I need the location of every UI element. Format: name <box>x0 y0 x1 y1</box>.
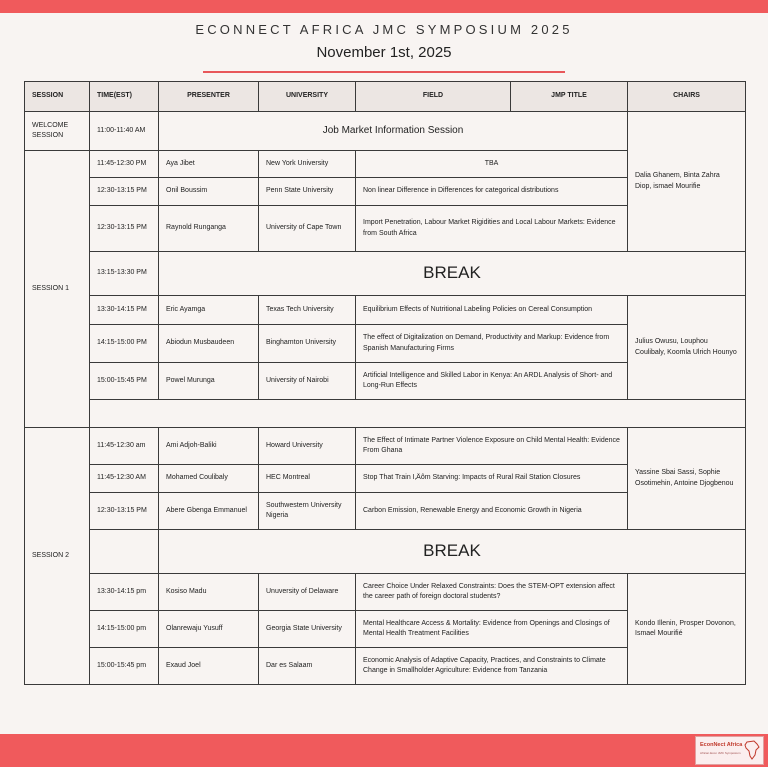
break-time: 13:15-13:30 PM <box>90 252 159 296</box>
break-label: BREAK <box>159 530 746 574</box>
title-cell: Equilibrium Effects of Nutritional Labeling Policies on Cereal Consumption <box>356 296 628 325</box>
university-cell: New York University <box>259 151 356 178</box>
title-cell: Import Penetration, Labour Market Rigidities and Local Labour Markets: Evidence from South Africa <box>356 206 628 252</box>
presenter-cell: Aya Jibet <box>159 151 259 178</box>
presenter-cell: Mohamed Coulibaly <box>159 465 259 493</box>
welcome-time: 11:00-11:40 AM <box>90 112 159 151</box>
presenter-cell: Onil Boussim <box>159 178 259 206</box>
session2-chairs-b: Kondo Illenin, Prosper Dovonon, Ismael Mourifié <box>628 574 746 685</box>
time-cell: 11:45-12:30 PM <box>90 151 159 178</box>
title-cell: Non linear Difference in Differences for categorical distributions <box>356 178 628 206</box>
university-cell: Unuversity of Delaware <box>259 574 356 611</box>
time-cell: 13:30-14:15 PM <box>90 296 159 325</box>
col-header-university: UNIVERSITY <box>259 82 356 112</box>
title-cell: Career Choice Under Relaxed Constraints: Does the STEM-OPT extension affect the career path of foreign doctoral students? <box>356 574 628 611</box>
session2-label: SESSION 2 <box>25 428 90 685</box>
top-accent-bar <box>0 0 768 13</box>
title-cell: TBA <box>356 151 628 178</box>
university-cell: Howard University <box>259 428 356 465</box>
table-header-row <box>25 82 746 112</box>
spacer-row <box>25 400 746 428</box>
break-label: BREAK <box>159 252 746 296</box>
welcome-title: Job Market Information Session <box>159 112 628 151</box>
presenter-cell: Abiodun Musbaudeen <box>159 325 259 363</box>
time-cell: 12:30-13:15 PM <box>90 178 159 206</box>
title-cell: Mental Healthcare Access & Mortality: Evidence from Openings and Closings of Mental Health Treatment Facilities <box>356 611 628 648</box>
time-cell: 11:45-12:30 am <box>90 428 159 465</box>
logo-name: EconNect Africa <box>700 742 743 748</box>
col-header-presenter: PRESENTER <box>159 82 259 112</box>
africa-map-icon <box>744 740 760 760</box>
university-cell: Binghamton University <box>259 325 356 363</box>
university-cell: University of Cape Town <box>259 206 356 252</box>
session1-label: SESSION 1 <box>25 151 90 428</box>
session1-chairs-b: Julius Owusu, Louphou Coulibaly, Koomla Ulrich Hounyo <box>628 296 746 400</box>
col-header-time: TIME(EST) <box>90 82 159 112</box>
time-cell: 14:15-15:00 pm <box>90 611 159 648</box>
title-cell: The effect of Digitalization on Demand, Productivity and Markup: Evidence from Spanish Manufacturing Firms <box>356 325 628 363</box>
page-title: ECONNECT AFRICA JMC SYMPOSIUM 2025 <box>195 22 573 37</box>
university-cell: Penn State University <box>259 178 356 206</box>
event-date: November 1st, 2025 <box>316 44 452 61</box>
spacer-cell <box>90 400 746 428</box>
logo-tagline: African Econ JMC Symposium <box>700 751 741 755</box>
col-header-chairs: CHAIRS <box>628 82 746 112</box>
col-header-jmp-title: JMP TITLE <box>511 82 628 112</box>
title-cell: Artificial Intelligence and Skilled Labor in Kenya: An ARDL Analysis of Short- and Long-Run Effects <box>356 363 628 400</box>
university-cell: Texas Tech University <box>259 296 356 325</box>
time-cell: 11:45-12:30 AM <box>90 465 159 493</box>
time-cell: 12:30-13:15 PM <box>90 206 159 252</box>
time-cell: 13:30-14:15 pm <box>90 574 159 611</box>
time-cell: 15:00-15:45 pm <box>90 648 159 685</box>
session1-chairs-a: Dalia Ghanem, Binta Zahra Diop, ismael Mourifie <box>628 112 746 252</box>
title-cell: Carbon Emission, Renewable Energy and Economic Growth in Nigeria <box>356 493 628 530</box>
university-cell: HEC Montreal <box>259 465 356 493</box>
title-cell: Stop That Train I‚Äôm Starving: Impacts of Rural Rail Station Closures <box>356 465 628 493</box>
econnect-africa-logo <box>695 736 764 765</box>
table-row <box>25 252 746 296</box>
time-cell: 15:00-15:45 PM <box>90 363 159 400</box>
welcome-session-label: WELCOME SESSION <box>25 112 90 151</box>
presenter-cell: Powel Murunga <box>159 363 259 400</box>
table-row <box>25 296 746 325</box>
table-row <box>25 530 746 574</box>
col-header-field: FIELD <box>356 82 511 112</box>
time-cell: 14:15-15:00 PM <box>90 325 159 363</box>
session2-chairs-a: Yassine Sbai Sassi, Sophie Osotimehin, Antoine Djogbenou <box>628 428 746 530</box>
presenter-cell: Raynold Runganga <box>159 206 259 252</box>
title-divider <box>203 71 565 73</box>
table-row <box>25 112 746 151</box>
presenter-cell: Olanrewaju Yusuff <box>159 611 259 648</box>
table-row <box>25 428 746 465</box>
title-cell: The Effect of Intimate Partner Violence Exposure on Child Mental Health: Evidence From Ghana <box>356 428 628 465</box>
presenter-cell: Kosiso Madu <box>159 574 259 611</box>
presenter-cell: Eric Ayamga <box>159 296 259 325</box>
table-row <box>25 574 746 611</box>
presenter-cell: Exaud Joel <box>159 648 259 685</box>
presenter-cell: Abere Gbenga Emmanuel <box>159 493 259 530</box>
col-header-session: SESSION <box>25 82 90 112</box>
schedule-table <box>24 81 746 685</box>
break-time-empty <box>90 530 159 574</box>
presenter-cell: Ami Adjoh-Baliki <box>159 428 259 465</box>
university-cell: Georgia State University <box>259 611 356 648</box>
bottom-accent-bar <box>0 734 768 767</box>
university-cell: Southwestern University Nigeria <box>259 493 356 530</box>
university-cell: Dar es Salaam <box>259 648 356 685</box>
time-cell: 12:30-13:15 PM <box>90 493 159 530</box>
university-cell: University of Nairobi <box>259 363 356 400</box>
title-cell: Economic Analysis of Adaptive Capacity, Practices, and Constraints to Climate Change in Smallholder Agriculture: Evidence from Tanzania <box>356 648 628 685</box>
